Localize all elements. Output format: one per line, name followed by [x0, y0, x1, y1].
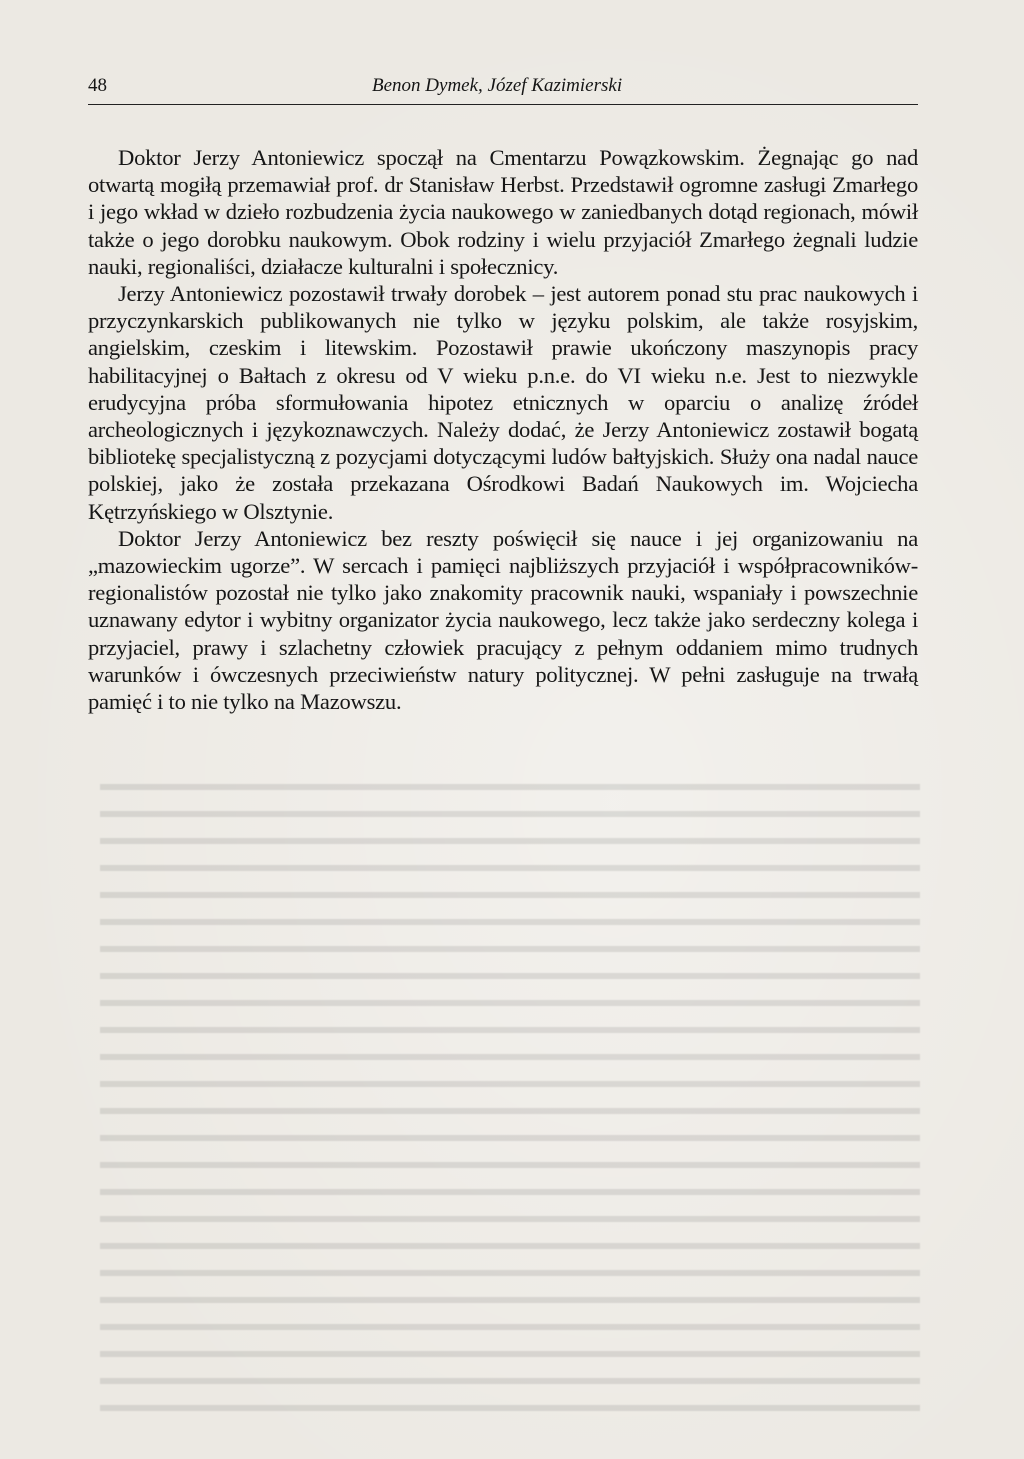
- running-head-authors: Benon Dymek, Józef Kazimierski: [372, 75, 623, 96]
- article-body: [88, 144, 918, 715]
- paragraph-tribute: Doktor Jerzy Antoniewicz bez reszty poświęcił się nauce i jej organizowaniu na „mazowieckim ugorze”. W sercach i pamięci najbliższych przyjaciół i współpracowników-regionalistów pozostał nie tylko jako znakomity pracownik nauki, wspaniały i powszechnie uznawany edytor i wybitny organizator życia naukowego, lecz także jako serdeczny kolega i przyjaciel, prawy i szlachetny człowiek pracujący z pełnym oddaniem mimo trudnych warunków i ówczesnych przeciwieństw natury politycznej. W pełni zasługuje na trwałą pamięć i to nie tylko na Mazowszu.: [88, 525, 918, 715]
- show-through-texture: [100, 772, 920, 1412]
- page-number: 48: [88, 75, 107, 96]
- page-header: [88, 74, 918, 102]
- paragraph-funeral: Doktor Jerzy Antoniewicz spoczął na Cmentarzu Powązkowskim. Żegnając go nad otwartą mogiłą przemawiał prof. dr Stanisław Herbst. Przedstawił ogromne zasługi Zmarłego i jego wkład w dzieło rozbudzenia życia naukowego w zaniedbanych dotąd regionach, mówił także o jego dorobku naukowym. Obok rodziny i wielu przyjaciół Zmarłego żegnali ludzie nauki, regionaliści, działacze kulturalni i społecznicy.: [88, 145, 918, 279]
- header-rule: [88, 104, 918, 105]
- paragraph-legacy: Jerzy Antoniewicz pozostawił trwały dorobek – jest autorem ponad stu prac naukowych i przyczynkarskich publikowanych nie tylko w języku polskim, ale także rosyjskim, angielskim, czeskim i litewskim. Pozostawił prawie ukończony maszynopis pracy habilitacyjnej o Bałtach z okresu od V wieku p.n.e. do VI wieku n.e. Jest to niezwykle erudycyjna próba sformułowania hipotez etnicznych w oparciu o analizę źródeł archeologicznych i językoznawczych. Należy dodać, że Jerzy Antoniewicz zostawił bogatą bibliotekę specjalistyczną z pozycjami dotyczącymi ludów bałtyjskich. Służy ona nadal nauce polskiej, jako że została przekazana Ośrodkowi Badań Naukowych im. Wojciecha Kętrzyńskiego w Olsztynie.: [88, 281, 918, 524]
